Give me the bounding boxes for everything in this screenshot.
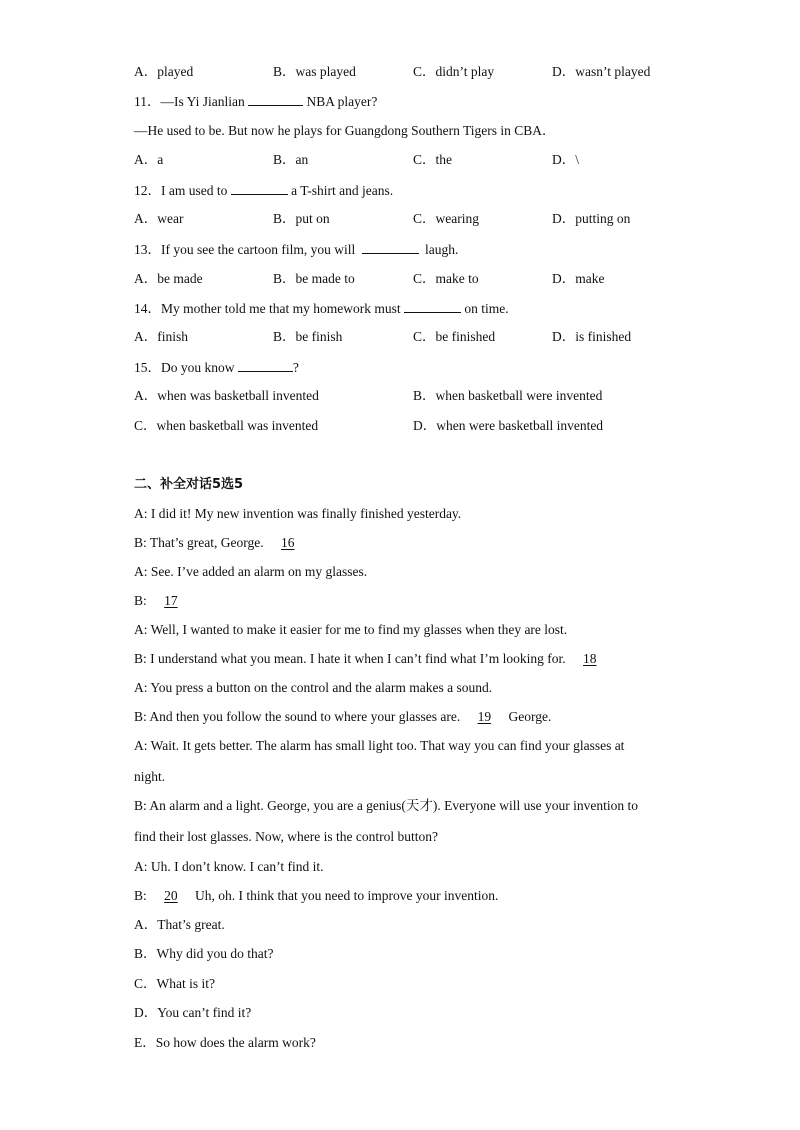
choice-c: C．What is it? bbox=[134, 976, 215, 991]
q15-option-d: D．when were basketball invented bbox=[413, 418, 604, 433]
blank-18: 18 bbox=[583, 651, 597, 666]
q12-blank bbox=[231, 181, 288, 195]
blank-20: 20 bbox=[164, 888, 178, 903]
blank-16: 16 bbox=[280, 535, 295, 550]
dialogue-line-12-text: B: bbox=[134, 888, 147, 903]
q14-option-d: D．is finished bbox=[552, 329, 632, 344]
q11-stem bbox=[134, 92, 377, 111]
dialogue-line-2-text: B: That’s great, George. bbox=[134, 535, 264, 550]
q12-stem bbox=[134, 181, 393, 200]
q13-stem-post: laugh. bbox=[424, 242, 459, 257]
dialogue-line-4-text: B: bbox=[134, 593, 147, 608]
dialogue-line-10a: B: An alarm and a light. George, you are a genius(天才). Everyone will use your invention to bbox=[134, 798, 639, 813]
q11-option-a: A．a bbox=[134, 152, 164, 167]
dialogue-line-6-text: B: I understand what you mean. I hate it when I can’t find what I’m looking for. bbox=[134, 651, 566, 666]
q13-blank bbox=[362, 240, 419, 254]
q14-stem-post: on time. bbox=[464, 301, 509, 316]
q15-option-c: C．when basketball was invented bbox=[134, 418, 319, 433]
q15-blank bbox=[238, 358, 293, 372]
choice-a: A．That’s great. bbox=[134, 917, 225, 932]
dialogue-line-9a: A: Wait. It gets better. The alarm has small light too. That way you can find your glasses at bbox=[134, 738, 625, 753]
dialogue-line-10b: find their lost glasses. Now, where is the control button? bbox=[134, 829, 438, 844]
q15-option-b: B．when basketball were invented bbox=[413, 388, 603, 403]
q10-option-d: D．wasn’t played bbox=[552, 64, 651, 79]
q15-stem-post: ? bbox=[292, 360, 299, 375]
dialogue-line-8 bbox=[134, 708, 551, 726]
blank-17: 17 bbox=[164, 593, 178, 608]
q13-option-b: B．be made to bbox=[273, 271, 355, 286]
q13-stem-pre: 13．If you see the cartoon film, you will bbox=[134, 242, 356, 257]
q11-option-c: C．the bbox=[413, 152, 452, 167]
q11-reply: —He used to be. But now he plays for Guangdong Southern Tigers in CBA． bbox=[134, 123, 556, 138]
q14-option-a: A．finish bbox=[134, 329, 188, 344]
q15-option-a: A．when was basketball invented bbox=[134, 388, 319, 403]
q12-option-d: D．putting on bbox=[552, 211, 631, 226]
dialogue-line-3: A: See. I’ve added an alarm on my glasses. bbox=[134, 564, 368, 579]
dialogue-line-6 bbox=[134, 650, 611, 668]
q14-blank bbox=[404, 299, 461, 313]
q15-stem bbox=[134, 358, 299, 377]
q11-stem-pre: 11．—Is Yi Jianlian bbox=[134, 94, 245, 109]
q12-option-b: B．put on bbox=[273, 211, 330, 226]
q10-option-b: B．was played bbox=[273, 64, 356, 79]
q12-option-c: C．wearing bbox=[413, 211, 479, 226]
q11-stem-post: NBA player? bbox=[306, 94, 378, 109]
dialogue-line-8-text: B: And then you follow the sound to where your glasses are. bbox=[134, 709, 461, 724]
q13-option-d: D．make bbox=[552, 271, 605, 286]
dialogue-line-7: A: You press a button on the control and the alarm makes a sound. bbox=[134, 680, 493, 695]
q14-option-b: B．be finish bbox=[273, 329, 343, 344]
dialogue-line-1: A: I did it! My new invention was finally finished yesterday. bbox=[134, 506, 462, 521]
q14-stem bbox=[134, 299, 509, 318]
q12-option-a: A．wear bbox=[134, 211, 184, 226]
q11-option-d: D．\ bbox=[552, 152, 579, 167]
choice-b: B．Why did you do that? bbox=[134, 946, 274, 961]
q13-option-a: A．be made bbox=[134, 271, 203, 286]
q13-stem bbox=[134, 240, 458, 259]
dialogue-line-8-post: George. bbox=[508, 709, 552, 724]
q10-option-c: C．didn’t play bbox=[413, 64, 495, 79]
dialogue-line-12-post: Uh, oh. I think that you need to improve your invention. bbox=[195, 888, 499, 903]
q11-option-b: B．an bbox=[273, 152, 309, 167]
dialogue-line-11: A: Uh. I don’t know. I can’t find it. bbox=[134, 859, 324, 874]
dialogue-line-4 bbox=[134, 592, 192, 610]
dialogue-line-12 bbox=[134, 887, 498, 905]
dialogue-line-5: A: Well, I wanted to make it easier for me to find my glasses when they are lost. bbox=[134, 622, 568, 637]
q12-stem-post: a T-shirt and jeans. bbox=[291, 183, 394, 198]
section-title: 二、补全对话5选5 bbox=[134, 477, 244, 492]
q11-blank bbox=[248, 92, 303, 106]
q10-option-a: A．played bbox=[134, 64, 194, 79]
dialogue-line-2 bbox=[134, 534, 308, 552]
choice-d: D．You can’t find it? bbox=[134, 1005, 252, 1020]
q12-stem-pre: 12．I am used to bbox=[134, 183, 228, 198]
q14-stem-pre: 14．My mother told me that my homework must bbox=[134, 301, 401, 316]
choice-e: E．So how does the alarm work? bbox=[134, 1035, 316, 1050]
dialogue-line-9b: night. bbox=[134, 769, 166, 784]
q13-option-c: C．make to bbox=[413, 271, 479, 286]
q15-stem-pre: 15．Do you know bbox=[134, 360, 235, 375]
q14-option-c: C．be finished bbox=[413, 329, 496, 344]
blank-19: 19 bbox=[477, 709, 492, 724]
